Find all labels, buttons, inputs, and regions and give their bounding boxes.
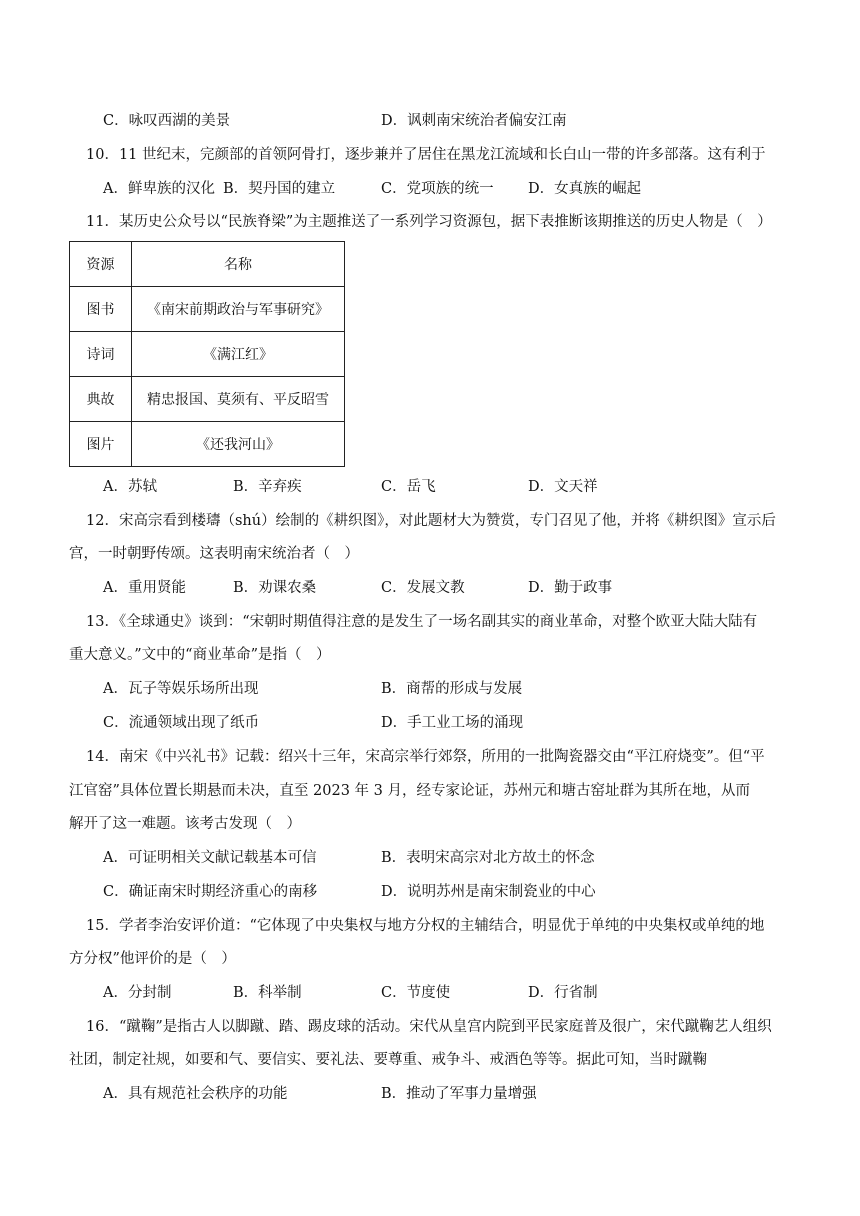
q16-stem-line-1: 16．“蹴鞠”是指古人以脚蹴、踏、踢皮球的活动。宋代从皇宫内院到平民家庭普及很广，宋代蹴鞠艺人组织 — [86, 1019, 772, 1035]
q12-option-b: B．劝课农桑 — [233, 580, 317, 596]
table-cell: 图片 — [70, 422, 132, 467]
q16-stem-line-2: 社团，制定社规，如要和气、要信实、要礼法、要尊重、戒争斗、戒酒色等等。据此可知，当时蹴鞠 — [69, 1052, 707, 1068]
q14-option-c: C．确证南宋时期经济重心的南移 — [103, 884, 318, 900]
q12-option-c: C．发展文教 — [381, 580, 465, 596]
q12-option-d: D．勤于政事 — [528, 580, 613, 596]
q15-option-a: A．分封制 — [103, 985, 172, 1001]
q12-stem-line-1: 12．宋高宗看到楼璹（shú）绘制的《耕织图》，对此题材大为赞赏，专门召见了他，并将《耕织图》宣示后 — [86, 513, 776, 529]
q10-option-d: D．女真族的崛起 — [528, 181, 642, 197]
table-cell: 《还我河山》 — [132, 422, 345, 467]
q14-option-b: B．表明宋高宗对北方故土的怀念 — [381, 850, 595, 866]
q10-option-a: A．鲜卑族的汉化 — [103, 181, 215, 197]
q11-resource-table — [69, 241, 345, 467]
q11-option-a: A．苏轼 — [103, 479, 157, 495]
q15-stem-line-1: 15．学者李治安评价道：“它体现了中央集权与地方分权的主辅结合，明显优于单纯的中央集权或单纯的地 — [86, 918, 765, 934]
q14-option-a: A．可证明相关文献记载基本可信 — [103, 850, 317, 866]
q12-stem-line-2: 宫，一时朝野传颂。这表明南宋统治者（ ） — [69, 546, 359, 562]
q15-option-c: C．节度使 — [381, 985, 451, 1001]
q15-option-d: D．行省制 — [528, 985, 598, 1001]
table-header-cell: 名称 — [132, 242, 345, 287]
q11-option-d: D．文天祥 — [528, 479, 598, 495]
q14-stem-line-1: 14．南宋《中兴礼书》记载：绍兴十三年，宋高宗举行郊祭，所用的一批陶瓷器交由“平江府烧变”。但“平 — [86, 749, 765, 765]
q11-option-b: B．辛弃疾 — [233, 479, 302, 495]
q13-option-c: C．流通领域出现了纸币 — [103, 715, 260, 731]
q12-option-a: A．重用贤能 — [103, 580, 186, 596]
table-header-cell: 资源 — [70, 242, 132, 287]
q10-option-c: C．党项族的统一 — [381, 181, 494, 197]
table-row — [70, 422, 345, 467]
table-header-row — [70, 242, 345, 287]
q13-option-b: B．商帮的形成与发展 — [381, 681, 523, 697]
table-cell: 典故 — [70, 377, 132, 422]
q16-option-b: B．推动了军事力量增强 — [381, 1086, 537, 1102]
q13-stem-line-1: 13．《全球通史》谈到：“宋朝时期值得注意的是发生了一场名副其实的商业革命，对整个欧亚大陆大陆有 — [86, 614, 758, 630]
q13-option-a: A．瓦子等娱乐场所出现 — [103, 681, 259, 697]
q15-option-b: B．科举制 — [233, 985, 302, 1001]
q11-option-c: C．岳飞 — [381, 479, 436, 495]
q13-option-d: D．手工业工场的涌现 — [381, 715, 524, 731]
q16-option-a: A．具有规范社会秩序的功能 — [103, 1086, 288, 1102]
q11-stem: 11．某历史公众号以“民族脊梁”为主题推送了一系列学习资源包，据下表推断该期推送的历史人物是（ ） — [86, 214, 772, 230]
table-row — [70, 287, 345, 332]
q15-stem-line-2: 方分权”他评价的是（ ） — [69, 951, 236, 967]
q10-option-b: B．契丹国的建立 — [223, 181, 336, 197]
q10-stem: 10．11 世纪末，完颜部的首领阿骨打，逐步兼并了居住在黑龙江流域和长白山一带的许多部落。这有利于 — [86, 147, 766, 163]
table-cell: 图书 — [70, 287, 132, 332]
table-row — [70, 377, 345, 422]
q14-stem-line-2: 江官窑”具体位置长期悬而未决，直至 2023 年 3 月，经专家论证，苏州元和塘古窑址群为其所在地，从而 — [69, 783, 750, 799]
table-cell: 《满江红》 — [132, 332, 345, 377]
q9-option-c: C．咏叹西湖的美景 — [103, 113, 231, 129]
q14-stem-line-3: 解开了这一难题。该考古发现（ ） — [69, 816, 301, 832]
table-row — [70, 332, 345, 377]
q13-stem-line-2: 重大意义。”文中的“商业革命”是指（ ） — [69, 647, 331, 663]
table-cell: 精忠报国、莫须有、平反昭雪 — [132, 377, 345, 422]
q14-option-d: D．说明苏州是南宋制瓷业的中心 — [381, 884, 596, 900]
table-cell: 《南宋前期政治与军事研究》 — [132, 287, 345, 332]
table-cell: 诗词 — [70, 332, 132, 377]
q9-option-d: D．讽刺南宋统治者偏安江南 — [381, 113, 567, 129]
